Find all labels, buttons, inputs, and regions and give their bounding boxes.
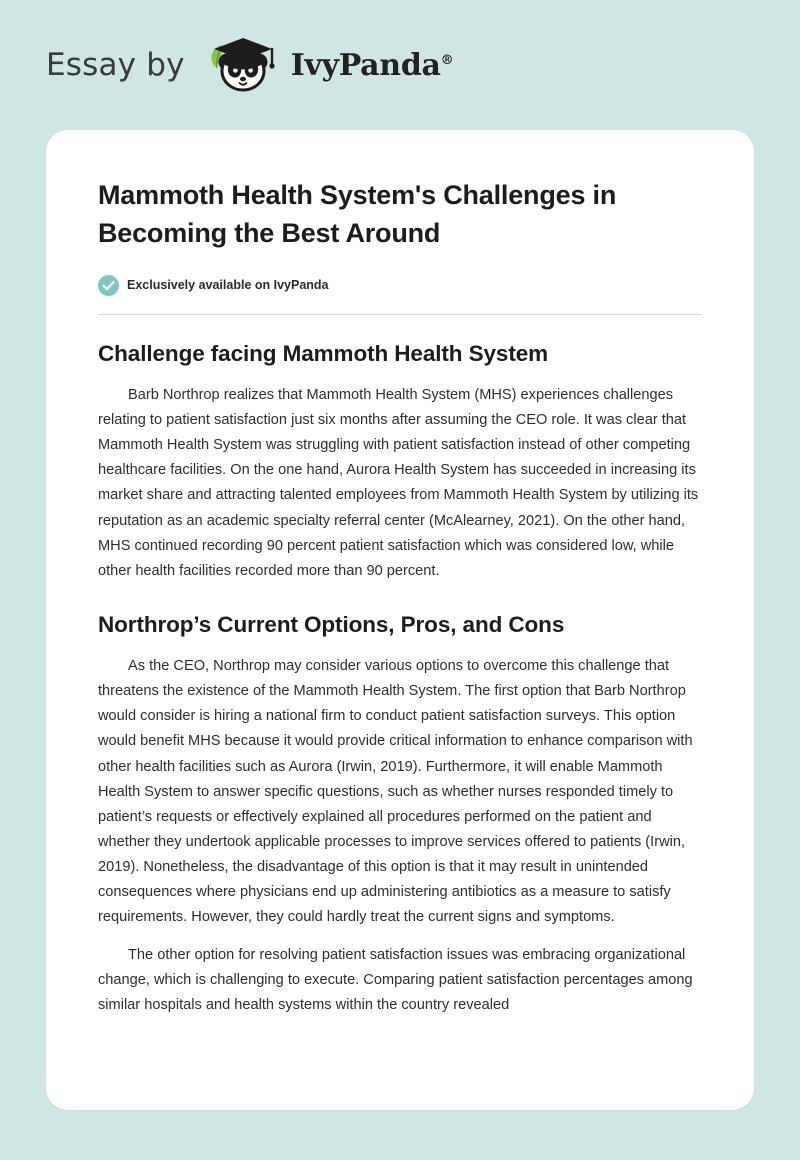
page-title: Mammoth Health System's Challenges in Becoming the Best Around bbox=[98, 180, 617, 249]
title-divider bbox=[98, 314, 702, 315]
section-1-paragraph-1: Barb Northrop realizes that Mammoth Health System (MHS) experiences challenges relating to patient satisfaction just six months after assuming the CEO role. It was clear that Mammoth Health System was struggling with patient satisfaction instead of other competing healthcare facilities. On the one hand, Aurora Health System has succeeded in increasing its market share and attracting talented employees from Mammoth Health System by utilizing its reputation as an academic specialty referral center (McAlearney, 2021). On the other hand, MHS continued recording 90 percent patient satisfaction which was considered low, while other health facilities recorded more than 90 percent. bbox=[98, 387, 699, 579]
brand-header bbox=[0, 0, 800, 92]
section-heading-2: Northrop’s Current Options, Pros, and Cons bbox=[98, 611, 565, 637]
brand-logo[interactable] bbox=[197, 34, 454, 96]
essay-by-label: Essay by bbox=[46, 47, 185, 83]
section-2-paragraph-2: The other option for resolving patient satisfaction issues was embracing organizational change, which is challenging to execute. Comparing patient satisfaction percentages among similar hospitals and health systems within the country revealed bbox=[98, 947, 693, 1014]
section-heading-1: Challenge facing Mammoth Health System bbox=[98, 340, 549, 366]
exclusive-label: Exclusively available on IvyPanda bbox=[127, 278, 329, 293]
document-card bbox=[46, 130, 754, 1110]
status-badge bbox=[98, 275, 702, 296]
brand-name: IvyPanda® bbox=[290, 47, 454, 83]
registered-mark: ® bbox=[440, 52, 454, 68]
panda-graduate-icon bbox=[197, 34, 289, 96]
section-2-paragraph-1: As the CEO, Northrop may consider various options to overcome this challenge that threatens the existence of the Mammoth Health System. The first option that Barb Northrop would consider is hiring a national firm to conduct patient satisfaction surveys. This option would benefit MHS because it would provide critical information to enhance comparison with other health facilities such as Aurora (Irwin, 2019). Furthermore, it will enable Mammoth Health System to answer specific questions, such as whether nurses responded timely to patient’s requests or effectively explained all procedures performed on the patient and whether they undertook applicable processes to improve services offered to patients (Irwin, 2019). Nonetheless, the disadvantage of this option is that it may result in unintended consequences where physicians end up administering antibiotics as a measure to satisfy requirements. However, they could hardly treat the current signs and symptoms. bbox=[98, 658, 693, 926]
check-circle-icon bbox=[98, 275, 119, 296]
